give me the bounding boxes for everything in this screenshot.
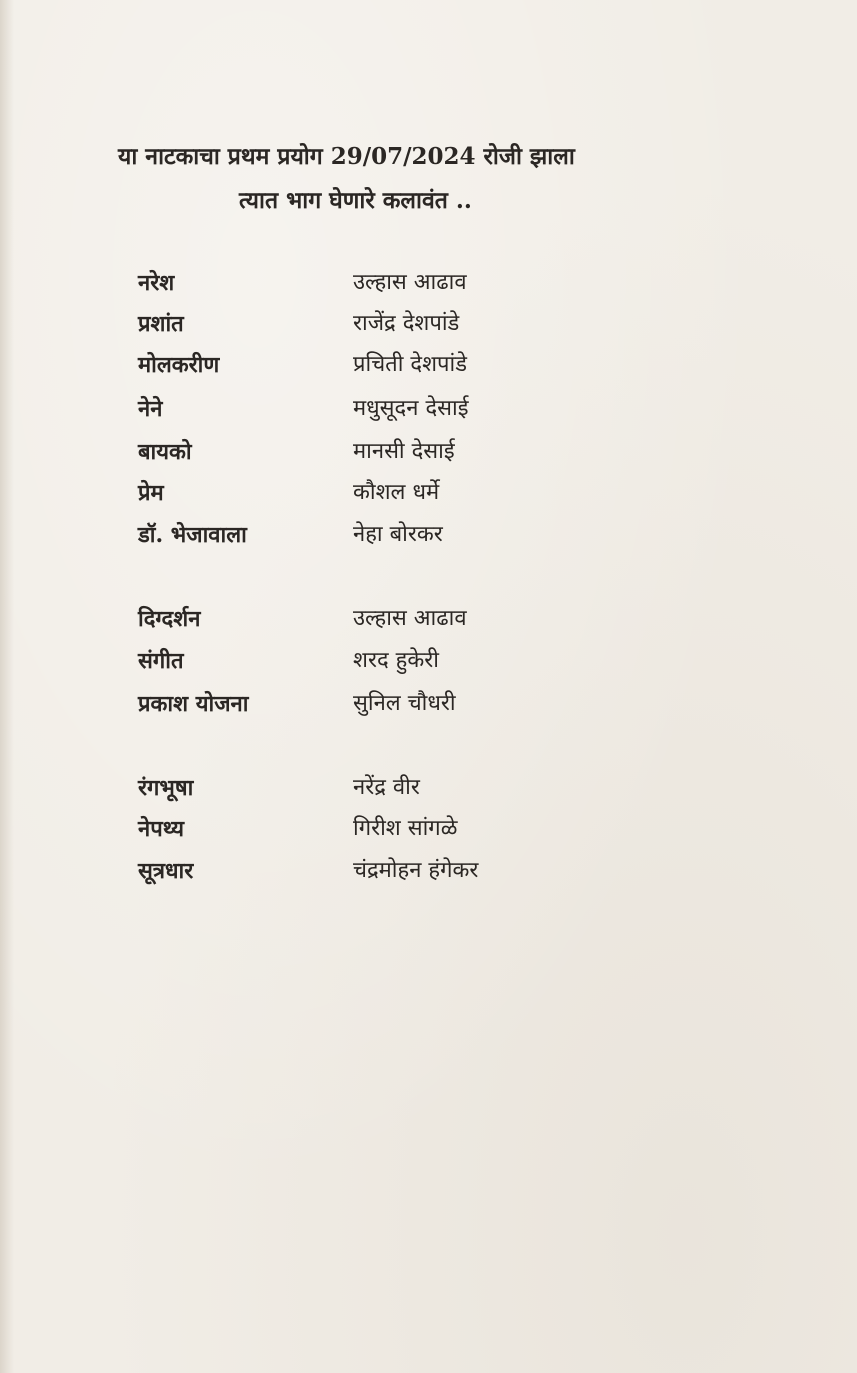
crew-name: सुनिल चौधरी: [353, 691, 456, 716]
crew-name: शरद हुकेरी: [353, 648, 439, 673]
credit-row: [0, 604, 857, 644]
role-name: दिग्दर्शन: [138, 606, 201, 632]
credit-row: [0, 856, 857, 896]
role-name: प्रकाश योजना: [138, 691, 249, 717]
cast-heading: त्यात भाग घेणारे कलावंत ..: [239, 187, 472, 214]
actor-name: कौशल धर्मे: [353, 480, 440, 505]
credit-row: [0, 394, 857, 434]
role-name: बायको: [138, 439, 192, 465]
role-name: डॉ. भेजावाला: [138, 522, 247, 548]
role-name: नेने: [138, 396, 163, 422]
credit-row: [0, 689, 857, 729]
credit-row: [0, 773, 857, 813]
role-name: रंगभूषा: [138, 775, 194, 801]
crew-name: उल्हास आढाव: [353, 606, 467, 631]
role-name: संगीत: [138, 648, 184, 674]
actor-name: उल्हास आढाव: [353, 270, 467, 295]
actor-name: प्रचिती देशपांडे: [353, 352, 468, 377]
role-name: मोलकरीण: [138, 352, 220, 378]
credit-row: [0, 478, 857, 518]
actor-name: राजेंद्र देशपांडे: [353, 311, 460, 336]
actor-name: मानसी देसाई: [353, 439, 455, 464]
credit-row: [0, 268, 857, 308]
role-name: नरेश: [138, 270, 175, 296]
role-name: प्रशांत: [138, 311, 184, 337]
credit-row: [0, 646, 857, 686]
first-performance-note: या नाटकाचा प्रथम प्रयोग 29/07/2024 रोजी झाला: [118, 143, 575, 170]
role-name: प्रेम: [138, 480, 164, 506]
role-name: सूत्रधार: [138, 858, 194, 884]
crew-name: नरेंद्र वीर: [353, 775, 420, 800]
credit-row: [0, 309, 857, 349]
credit-row: [0, 814, 857, 854]
credit-row: [0, 437, 857, 477]
actor-name: मधुसूदन देसाई: [353, 396, 469, 421]
role-name: नेपथ्य: [138, 816, 184, 842]
crew-name: चंद्रमोहन हंगेकर: [353, 858, 479, 883]
credit-row: [0, 520, 857, 560]
crew-name: गिरीश सांगळे: [353, 816, 458, 841]
actor-name: नेहा बोरकर: [353, 522, 443, 547]
credit-row: [0, 350, 857, 390]
